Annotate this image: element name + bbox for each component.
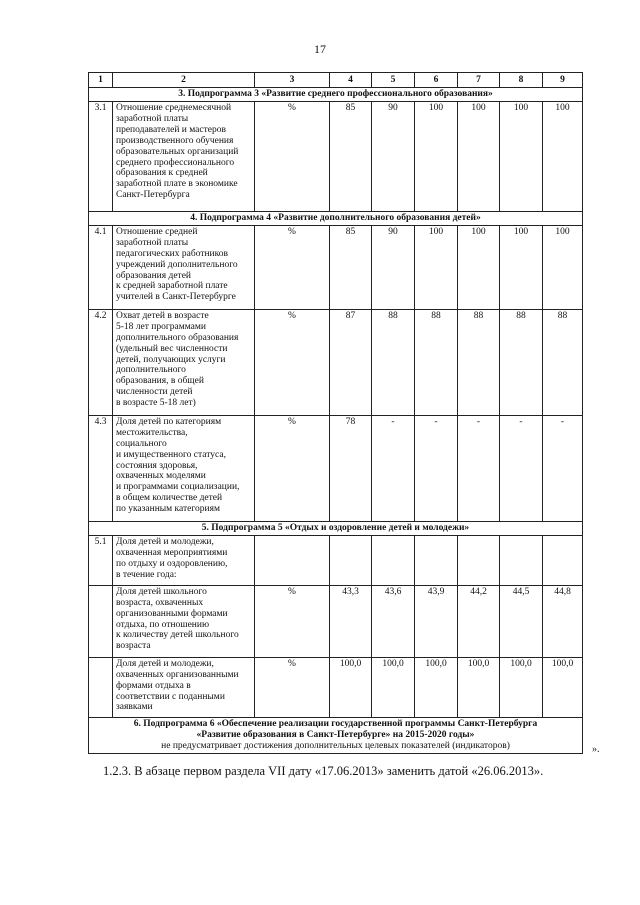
- value-cell: [330, 535, 372, 585]
- value-cell: 90: [372, 101, 415, 211]
- indicator-text: Доля детей школьного возраста, охваченных организованными формами отдыха, по отношению к количеству детей школьного возраста: [113, 585, 255, 657]
- section-title-row: [89, 211, 583, 225]
- table-row: [89, 309, 583, 415]
- unit-cell: %: [255, 415, 330, 521]
- value-cell: 100,0: [500, 657, 543, 717]
- value-cell: 44,2: [458, 585, 500, 657]
- value-cell: -: [543, 415, 583, 521]
- value-cell: 88: [458, 309, 500, 415]
- value-cell: 44,5: [500, 585, 543, 657]
- value-cell: [543, 535, 583, 585]
- section-note: не предусматривает достижения дополнительных целевых показателей (индикаторов): [161, 740, 510, 751]
- header-cell: 6: [415, 73, 458, 88]
- value-cell: -: [458, 415, 500, 521]
- unit-cell: %: [255, 309, 330, 415]
- value-cell: 100,0: [415, 657, 458, 717]
- indicators-table: [88, 72, 583, 754]
- section-title-row: [89, 521, 583, 535]
- section-title: 5. Подпрограмма 5 «Отдых и оздоровление детей и молодежи»: [89, 521, 583, 535]
- value-cell: 88: [500, 309, 543, 415]
- table-header-row: [89, 73, 583, 88]
- table-row: [89, 657, 583, 717]
- value-cell: 100: [543, 101, 583, 211]
- value-cell: [415, 535, 458, 585]
- row-number: 5.1: [89, 535, 113, 585]
- header-cell: 5: [372, 73, 415, 88]
- closing-quote: ».: [592, 744, 600, 755]
- value-cell: 100: [415, 101, 458, 211]
- header-cell: 4: [330, 73, 372, 88]
- indicator-text: Доля детей по категориям местожительства, социального и имущественного статуса, состояния здоровья, охваченных моделями и программами социализации, в общем количестве детей по указанным категориям: [113, 415, 255, 521]
- value-cell: 88: [543, 309, 583, 415]
- value-cell: 88: [415, 309, 458, 415]
- unit-cell: %: [255, 225, 330, 309]
- unit-cell: %: [255, 657, 330, 717]
- value-cell: 88: [372, 309, 415, 415]
- unit-cell: [255, 535, 330, 585]
- value-cell: 100: [415, 225, 458, 309]
- value-cell: 100: [543, 225, 583, 309]
- value-cell: 43,6: [372, 585, 415, 657]
- value-cell: 100: [500, 101, 543, 211]
- value-cell: 85: [330, 101, 372, 211]
- value-cell: 100,0: [330, 657, 372, 717]
- indicator-text: Отношение средней заработной платы педагогических работников учреждений дополнительного образования детей к средней заработной плате учителей в Санкт-Петербурге: [113, 225, 255, 309]
- value-cell: 43,9: [415, 585, 458, 657]
- section-title-row: [89, 88, 583, 102]
- indicator-text: Отношение среднемесячной заработной платы преподавателей и мастеров производственного обучения образовательных организаций среднего профессионального образования к средней заработной плате в экономике Санкт-Петербурга: [113, 101, 255, 211]
- row-number: 4.2: [89, 309, 113, 415]
- header-cell: 7: [458, 73, 500, 88]
- unit-cell: %: [255, 585, 330, 657]
- value-cell: 100,0: [372, 657, 415, 717]
- indicator-text: Доля детей и молодежи, охваченных организованными формами отдыха в соответствии с поданными заявками: [113, 657, 255, 717]
- unit-cell: %: [255, 101, 330, 211]
- header-cell: 8: [500, 73, 543, 88]
- row-number: [89, 657, 113, 717]
- section-title: 6. Подпрограмма 6 «Обеспечение реализации государственной программы Санкт-Петербурга: [133, 718, 538, 729]
- value-cell: 43,3: [330, 585, 372, 657]
- table-row: [89, 101, 583, 211]
- section-title: «Развитие образования в Санкт-Петербурге» на 2015-2020 годы»: [196, 729, 475, 740]
- value-cell: 100: [500, 225, 543, 309]
- row-number: [89, 585, 113, 657]
- value-cell: -: [415, 415, 458, 521]
- row-number: 4.1: [89, 225, 113, 309]
- header-cell: 1: [89, 73, 113, 88]
- value-cell: [372, 535, 415, 585]
- value-cell: 100,0: [543, 657, 583, 717]
- value-cell: 100: [458, 225, 500, 309]
- value-cell: 85: [330, 225, 372, 309]
- indicator-text: Доля детей и молодежи, охваченная мероприятиями по отдыху и оздоровлению, в течение года:: [113, 535, 255, 585]
- table-row: [89, 415, 583, 521]
- section6-cell: [89, 717, 583, 753]
- value-cell: 100: [458, 101, 500, 211]
- header-cell: 9: [543, 73, 583, 88]
- row-number: 4.3: [89, 415, 113, 521]
- value-cell: [458, 535, 500, 585]
- value-cell: -: [372, 415, 415, 521]
- value-cell: -: [500, 415, 543, 521]
- amendment-paragraph: 1.2.3. В абзаце первом раздела VII дату «17.06.2013» заменить датой «26.06.2013».: [103, 764, 544, 778]
- table-row: [89, 225, 583, 309]
- value-cell: 87: [330, 309, 372, 415]
- value-cell: 100,0: [458, 657, 500, 717]
- header-cell: 3: [255, 73, 330, 88]
- value-cell: 44,8: [543, 585, 583, 657]
- row-number: 3.1: [89, 101, 113, 211]
- value-cell: 78: [330, 415, 372, 521]
- section-title: 3. Подпрограмма 3 «Развитие среднего профессионального образования»: [89, 88, 583, 102]
- section-title: 4. Подпрограмма 4 «Развитие дополнительного образования детей»: [89, 211, 583, 225]
- table-row: [89, 585, 583, 657]
- indicator-text: Охват детей в возрасте 5-18 лет программами дополнительного образования (удельный вес численности детей, получающих услуги дополнительного образования, в общей численности детей в возрасте 5-18 лет): [113, 309, 255, 415]
- value-cell: 90: [372, 225, 415, 309]
- value-cell: [500, 535, 543, 585]
- table-row: [89, 535, 583, 585]
- page-number: 17: [314, 42, 326, 56]
- section-title-row: [89, 717, 583, 753]
- header-cell: 2: [113, 73, 255, 88]
